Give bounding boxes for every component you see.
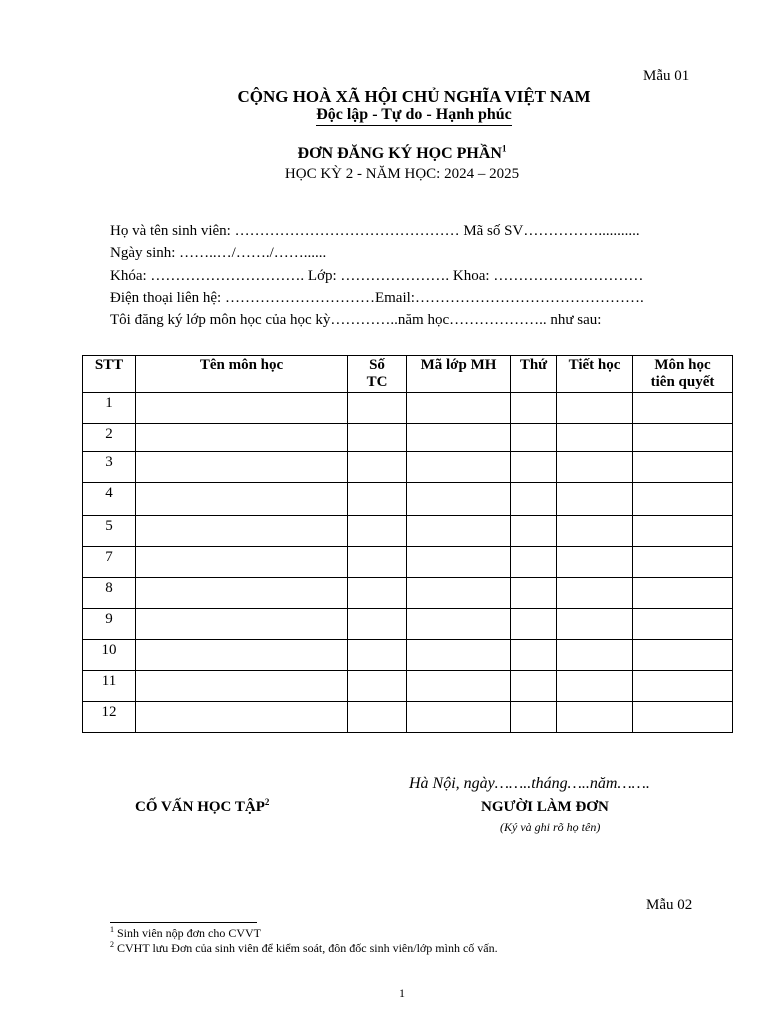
table-row (83, 393, 733, 424)
cell-prerequisite[interactable] (633, 483, 733, 516)
cell-weekday[interactable] (511, 578, 557, 609)
footnote-text: CVHT lưu Đơn của sinh viên để kiểm soát, đôn đốc sinh viên/lớp mình cố vấn. (117, 941, 498, 955)
row-number: 5 (83, 516, 136, 547)
cell-weekday[interactable] (511, 640, 557, 671)
cell-period[interactable] (557, 578, 633, 609)
cell-prerequisite[interactable] (633, 547, 733, 578)
cell-credits[interactable] (348, 702, 407, 733)
row-number: 3 (83, 452, 136, 483)
form-title-text: ĐƠN ĐĂNG KÝ HỌC PHẦN (297, 145, 502, 162)
cell-weekday[interactable] (511, 516, 557, 547)
cell-period[interactable] (557, 671, 633, 702)
cell-credits[interactable] (348, 578, 407, 609)
cell-weekday[interactable] (511, 671, 557, 702)
cell-weekday[interactable] (511, 547, 557, 578)
cell-period[interactable] (557, 702, 633, 733)
cell-class-code[interactable] (407, 609, 511, 640)
footnote-mark: 2 (110, 940, 114, 949)
header-prereq-line2: tiên quyết (650, 374, 715, 390)
table-row (83, 578, 733, 609)
field-registration-statement: Tôi đăng ký lớp môn học của học kỳ…………..năm học……………….. như sau: (110, 312, 602, 328)
cell-prerequisite[interactable] (633, 609, 733, 640)
cell-credits[interactable] (348, 483, 407, 516)
cell-class-code[interactable] (407, 671, 511, 702)
footnote-divider (110, 922, 257, 923)
table-row (83, 547, 733, 578)
table-row (83, 609, 733, 640)
national-motto: Độc lập - Tự do - Hạnh phúc (316, 106, 512, 126)
applicant-signature-label: NGƯỜI LÀM ĐƠN (481, 799, 609, 815)
form-title-footnote-mark: 1 (501, 143, 507, 154)
place-date-line: Hà Nội, ngày……..tháng…..năm……. (409, 775, 650, 792)
cell-class-code[interactable] (407, 640, 511, 671)
table-row (83, 452, 733, 483)
cell-course-name[interactable] (136, 609, 348, 640)
header-credits-line2: TC (366, 374, 388, 390)
cell-period[interactable] (557, 452, 633, 483)
field-phone-email: Điện thoại liên hệ: …………………………Email:………………………………………. (110, 290, 644, 306)
footnote-text: Sinh viên nộp đơn cho CVVT (117, 926, 262, 940)
row-number: 8 (83, 578, 136, 609)
cell-credits[interactable] (348, 640, 407, 671)
cell-prerequisite[interactable] (633, 702, 733, 733)
national-title: CỘNG HOÀ XÃ HỘI CHỦ NGHĨA VIỆT NAM (237, 87, 591, 106)
semester-line: HỌC KỲ 2 - NĂM HỌC: 2024 – 2025 (284, 166, 520, 182)
motto-wrapper (0, 106, 768, 126)
row-number: 9 (83, 609, 136, 640)
cell-course-name[interactable] (136, 547, 348, 578)
cell-weekday[interactable] (511, 483, 557, 516)
row-number: 4 (83, 483, 136, 516)
row-number: 1 (83, 393, 136, 424)
cell-prerequisite[interactable] (633, 640, 733, 671)
cell-period[interactable] (557, 609, 633, 640)
cell-class-code[interactable] (407, 424, 511, 452)
cell-prerequisite[interactable] (633, 516, 733, 547)
header-stt: STT (83, 356, 136, 393)
cell-course-name[interactable] (136, 702, 348, 733)
cell-period[interactable] (557, 393, 633, 424)
table-header-row (83, 356, 733, 393)
cell-course-name[interactable] (136, 671, 348, 702)
cell-credits[interactable] (348, 609, 407, 640)
cell-weekday[interactable] (511, 452, 557, 483)
cell-credits[interactable] (348, 424, 407, 452)
cell-class-code[interactable] (407, 547, 511, 578)
header-course-name: Tên môn học (136, 356, 348, 393)
cell-course-name[interactable] (136, 452, 348, 483)
cell-class-code[interactable] (407, 702, 511, 733)
cell-class-code[interactable] (407, 393, 511, 424)
form-title (0, 145, 768, 163)
sign-instruction: (Ký và ghi rõ họ tên) (500, 820, 601, 834)
row-number: 11 (83, 671, 136, 702)
header-credits (348, 356, 407, 393)
cell-course-name[interactable] (136, 516, 348, 547)
row-number: 12 (83, 702, 136, 733)
cell-class-code[interactable] (407, 452, 511, 483)
cell-weekday[interactable] (511, 393, 557, 424)
footnote-mark: 1 (110, 925, 114, 934)
table-row (83, 424, 733, 452)
cell-period[interactable] (557, 547, 633, 578)
table-row (83, 702, 733, 733)
cell-period[interactable] (557, 424, 633, 452)
cell-course-name[interactable] (136, 393, 348, 424)
field-birth-date: Ngày sinh: ……..…/……./……...... (110, 245, 327, 261)
row-number: 2 (83, 424, 136, 452)
table-row (83, 671, 733, 702)
footnote-1 (110, 926, 261, 941)
form-code-top: Mẫu 01 (643, 68, 690, 84)
cell-course-name[interactable] (136, 424, 348, 452)
cell-weekday[interactable] (511, 609, 557, 640)
header-weekday: Thứ (511, 356, 557, 393)
cell-class-code[interactable] (407, 516, 511, 547)
cell-course-name[interactable] (136, 578, 348, 609)
table-row (83, 516, 733, 547)
cell-period[interactable] (557, 640, 633, 671)
advisor-signature-label (135, 799, 269, 816)
field-student-name: Họ và tên sinh viên: ……………………………………… Mã số SV……………........... (110, 223, 640, 239)
cell-credits[interactable] (348, 671, 407, 702)
cell-credits[interactable] (348, 547, 407, 578)
header-prerequisite (633, 356, 733, 393)
cell-weekday[interactable] (511, 702, 557, 733)
cell-credits[interactable] (348, 516, 407, 547)
row-number: 10 (83, 640, 136, 671)
table-row (83, 640, 733, 671)
cell-credits[interactable] (348, 452, 407, 483)
cell-prerequisite[interactable] (633, 424, 733, 452)
cell-credits[interactable] (348, 393, 407, 424)
cell-class-code[interactable] (407, 483, 511, 516)
row-number: 7 (83, 547, 136, 578)
page-number: 1 (399, 986, 405, 1000)
cell-course-name[interactable] (136, 640, 348, 671)
cell-prerequisite[interactable] (633, 671, 733, 702)
cell-period[interactable] (557, 516, 633, 547)
cell-prerequisite[interactable] (633, 393, 733, 424)
table-row (83, 483, 733, 516)
advisor-label-text: CỐ VẤN HỌC TẬP (135, 799, 265, 815)
cell-prerequisite[interactable] (633, 452, 733, 483)
cell-prerequisite[interactable] (633, 578, 733, 609)
advisor-footnote-mark: 2 (264, 797, 270, 807)
header-class-code: Mã lớp MH (407, 356, 511, 393)
header-prereq-line1: Môn học (654, 357, 711, 373)
header-credits-line1: Số (369, 357, 385, 373)
cell-weekday[interactable] (511, 424, 557, 452)
cell-course-name[interactable] (136, 483, 348, 516)
footnote-2 (110, 941, 498, 956)
form-code-bottom: Mẫu 02 (646, 897, 693, 913)
cell-class-code[interactable] (407, 578, 511, 609)
header-period: Tiết học (557, 356, 633, 393)
course-registration-table (82, 355, 733, 733)
field-course-class-faculty: Khóa: …………………………. Lớp: …………………. Khoa: ………………………… (110, 268, 644, 284)
cell-period[interactable] (557, 483, 633, 516)
